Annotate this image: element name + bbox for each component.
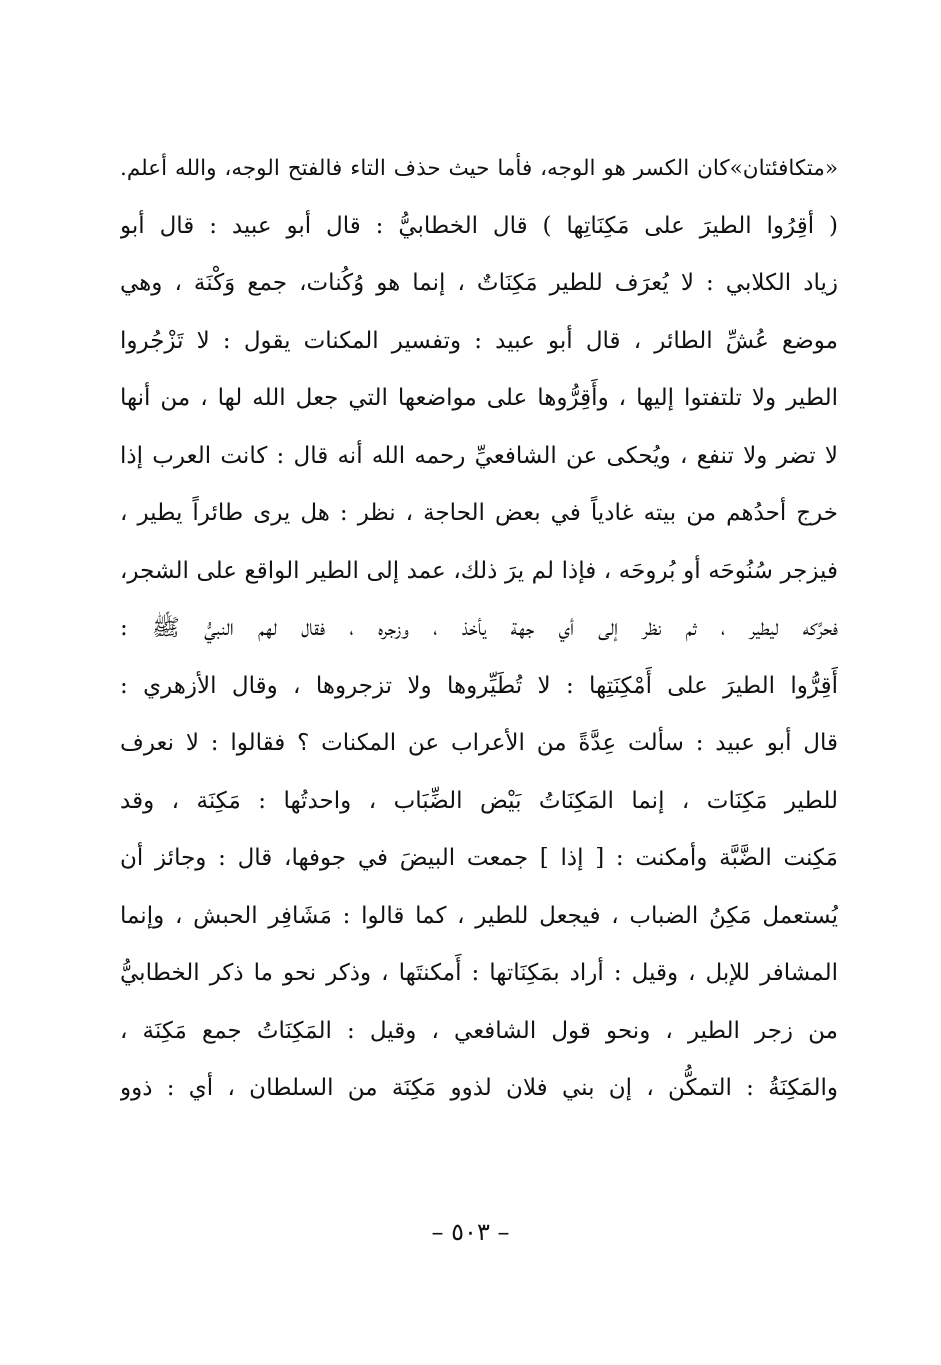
text-line-4: موضع عُشِّ الطائر ، قال أبو عبيد : وتفسير المكنات يقول : لا تَزْجُروا: [120, 327, 838, 354]
text-line-1: «متكافئتان»كان الكسر هو الوجه، فأما حيث حذف التاء فالفتح الوجه، والله أعلم.: [120, 156, 838, 181]
text-line-3: زياد الكلابي : لا يُعرَف للطير مَكِنَاتٌ ، إنما هو وُكُنات، جمع وَكْنَة ، وهي: [120, 270, 838, 296]
text-line-9: فحرَّكه ليطير ، ثم نظر إلى أي جهة يأخذ ، وزجره ، فقال لهم النبيُّ ﷺ :: [120, 615, 838, 641]
text-line-6: لا تضر ولا تنفع ، ويُحكى عن الشافعيِّ رحمه الله أنه قال : كانت العرب إذا: [120, 442, 838, 469]
text-line-12: للطير مَكِنَات ، إنما المَكِنَاتُ بَيْض الضِّبَاب ، واحدتُها : مَكِنَة ، وقد: [120, 787, 838, 814]
text-line-15: المشافر للإبل ، وقيل : أراد بمَكِنَاتها : أَمكنتَها ، وذكر نحو ما ذكر الخطابيُّ: [120, 960, 838, 986]
text-line-10: أَقِرُّوا الطيرَ على أَمْكِنَتِها : لا تُطَيِّروها ولا تزجروها ، وقال الأزهري :: [120, 672, 838, 699]
body-text: [120, 140, 838, 1118]
text-line-13: مَكِنت الضَّبَّة وأمكنت : [ إذا ] جمعت البيضَ في جوفها، قال : وجائز أن: [120, 845, 838, 871]
page-number: – ٥٠٣ –: [431, 1218, 510, 1246]
text-line-11: قال أبو عبيد : سألت عِدَّةً من الأعراب عن المكنات ؟ فقالوا : لا نعرف: [120, 730, 838, 756]
text-line-17: والمَكِنَةُ : التمكُّن ، إن بني فلان لذوو مَكِنَة من السلطان ، أي : ذوو: [120, 1075, 838, 1101]
text-line-16: من زجر الطير ، ونحو قول الشافعي ، وقيل : المَكِنَاتُ جمع مَكِنَة ،: [120, 1017, 838, 1044]
text-line-7: خرج أحدُهم من بيته غادياً في بعض الحاجة ، نظر : هل يرى طائراً يطير ،: [120, 500, 838, 526]
text-line-14: يُستعمل مَكِنُ الضباب ، فيجعل للطير ، كما قالوا : مَشَافِر الحبش ، وإنما: [120, 902, 838, 929]
text-line-2: ( أقِرُوا الطيرَ على مَكِنَاتِها ) قال الخطابيُّ : قال أبو عبيد : قال أبو: [120, 212, 838, 239]
text-line-8: فيزجر سُنُوحَه أو بُروحَه ، فإذا لم يرَ ذلك، عمد إلى الطير الواقع على الشجر،: [120, 557, 838, 584]
text-line-5: الطير ولا تلتفتوا إليها ، وأَقِرُّوها على مواضعها التي جعل الله لها ، من أنها: [120, 385, 838, 411]
